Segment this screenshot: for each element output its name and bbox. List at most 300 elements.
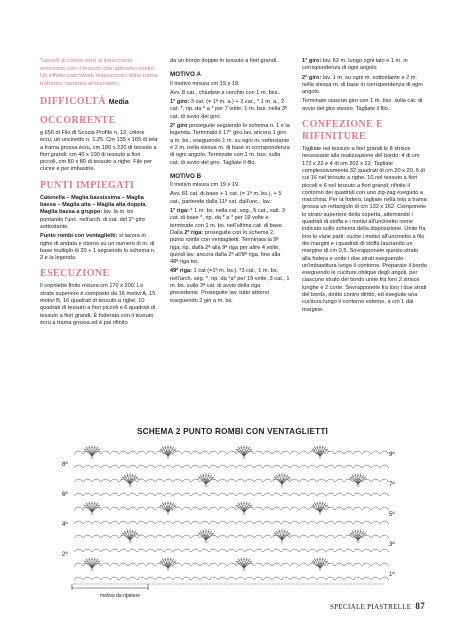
chain-arc bbox=[146, 493, 155, 496]
stitch-node bbox=[319, 513, 321, 515]
chain-arc bbox=[137, 479, 146, 482]
chain-arc bbox=[227, 535, 236, 538]
chain-arc bbox=[317, 577, 326, 580]
chain-arc bbox=[326, 507, 335, 510]
chain-arc bbox=[263, 451, 272, 454]
chain-arc bbox=[335, 535, 344, 538]
difficulty-label: DIFFICOLTÀ bbox=[40, 96, 106, 107]
chain-arc bbox=[380, 507, 389, 510]
motivo-a-size: Il motivo misura cm 19 x 19. bbox=[170, 80, 240, 87]
chain-arc bbox=[353, 577, 362, 580]
chain-arc bbox=[299, 577, 308, 580]
stitch-node bbox=[205, 485, 207, 487]
chain-arc bbox=[191, 451, 200, 454]
stitch-node bbox=[281, 485, 283, 487]
chain-arc bbox=[245, 465, 254, 468]
chain-arc bbox=[164, 465, 173, 468]
chain-arc bbox=[182, 577, 191, 580]
chain-arc bbox=[362, 493, 371, 496]
chain-arc bbox=[119, 549, 128, 552]
chain-arc bbox=[281, 451, 290, 454]
chain-arc bbox=[191, 535, 200, 538]
chain-arc bbox=[299, 465, 308, 468]
chain-arc bbox=[245, 493, 254, 496]
chain-arc bbox=[335, 521, 344, 524]
chain-arc bbox=[299, 521, 308, 524]
chain-arc bbox=[74, 507, 83, 510]
chain-arc bbox=[146, 465, 155, 468]
round-1-text: 3 cat. (= 1ª m. a.) + 2 cat., * 1 m. a., 2 cat. *, rip. da * a * per 7 volte, 1 m. bss. nella 3ª cat. di avvio del giro. bbox=[170, 99, 288, 120]
chain-arc bbox=[308, 507, 317, 510]
chain-arc bbox=[236, 465, 245, 468]
chain-arc bbox=[308, 479, 317, 482]
punti-text-2: lav. la m. bs puntando l'unc. nell'arch. di cat. del 2° giro sottostante. bbox=[40, 209, 145, 230]
chain-arc bbox=[227, 563, 236, 566]
chain-arc bbox=[173, 479, 182, 482]
chain-arc bbox=[191, 549, 200, 552]
column-1 bbox=[40, 58, 158, 329]
row-label-3: 3ª bbox=[389, 542, 395, 548]
row-label-7: 7ª bbox=[389, 482, 395, 488]
chain-arc bbox=[83, 521, 92, 524]
chain-arc bbox=[371, 465, 380, 468]
chain-arc bbox=[74, 479, 83, 482]
chain-arc bbox=[326, 493, 335, 496]
chain-arc bbox=[209, 549, 218, 552]
chain-arc bbox=[92, 549, 101, 552]
chain-arc bbox=[119, 535, 128, 538]
chain-arc bbox=[137, 451, 146, 454]
chain-arc bbox=[344, 465, 353, 468]
chain-arc bbox=[191, 479, 200, 482]
stitch-node bbox=[167, 457, 169, 459]
chain-arc bbox=[254, 465, 263, 468]
chain-arc bbox=[254, 507, 263, 510]
chain-arc bbox=[272, 549, 281, 552]
chain-arc bbox=[209, 577, 218, 580]
chain-arc bbox=[182, 549, 191, 552]
chain-arc bbox=[182, 507, 191, 510]
row-label-2: 2ª bbox=[62, 552, 68, 558]
chain-arc bbox=[164, 577, 173, 580]
chain-arc bbox=[272, 521, 281, 524]
stitch-node bbox=[243, 513, 245, 515]
chain-arc bbox=[155, 465, 164, 468]
chain-arc bbox=[380, 479, 389, 482]
chain-arc bbox=[326, 535, 335, 538]
chain-arc bbox=[101, 535, 110, 538]
chain-arc bbox=[263, 493, 272, 496]
chain-arc bbox=[263, 465, 272, 468]
chain-arc bbox=[227, 465, 236, 468]
chain-arc bbox=[155, 493, 164, 496]
chain-arc bbox=[83, 535, 92, 538]
stitch-node bbox=[357, 485, 359, 487]
stitch-node bbox=[281, 541, 283, 543]
punti-rombi bbox=[40, 233, 158, 262]
chain-arc bbox=[128, 521, 137, 524]
chain-arc bbox=[164, 535, 173, 538]
chain-arc bbox=[308, 577, 317, 580]
chain-arc bbox=[299, 479, 308, 482]
chain-arc bbox=[155, 479, 164, 482]
chain-arc bbox=[101, 479, 110, 482]
motivo-b-row-49 bbox=[170, 268, 290, 304]
stitch-node bbox=[319, 569, 321, 571]
chain-arc bbox=[236, 549, 245, 552]
chain-arc bbox=[218, 451, 227, 454]
chain-arc bbox=[326, 521, 335, 524]
chain-arc bbox=[209, 493, 218, 496]
chain-arc bbox=[308, 465, 317, 468]
chain-arc bbox=[92, 493, 101, 496]
chain-arc bbox=[227, 521, 236, 524]
chain-arc bbox=[263, 549, 272, 552]
chain-arc bbox=[83, 493, 92, 496]
chain-arc bbox=[335, 549, 344, 552]
chain-arc bbox=[335, 563, 344, 566]
chain-arc bbox=[137, 577, 146, 580]
chain-arc bbox=[146, 563, 155, 566]
chain-arc bbox=[335, 479, 344, 482]
chain-arc bbox=[110, 479, 119, 482]
chain-arc bbox=[353, 521, 362, 524]
chain-arc bbox=[299, 507, 308, 510]
chain-arc bbox=[254, 451, 263, 454]
chain-arc bbox=[182, 535, 191, 538]
chain-arc bbox=[326, 465, 335, 468]
column-2 bbox=[170, 58, 290, 307]
crochet-chart bbox=[60, 440, 405, 600]
chain-arc bbox=[74, 563, 83, 566]
chain-arc bbox=[353, 493, 362, 496]
chain-arc bbox=[236, 493, 245, 496]
chain-arc bbox=[263, 563, 272, 566]
intro-text: Tasselli di colore ecrù si intrecciano armoniosi con il tessuto che abbiamo scelto. Un effetto patchwork impreziosito dalla trama traforata, lavorata all'uncinetto. bbox=[40, 58, 158, 87]
border-round-2-text: lav. 1 m. su ogni m. sottostante e 2 m. nella stessa m. di base in corrispondenza di ogni angolo. bbox=[302, 74, 423, 96]
chain-arc bbox=[191, 577, 200, 580]
round-1-label: 1° giro: bbox=[170, 99, 190, 106]
chain-arc bbox=[290, 465, 299, 468]
chain-arc bbox=[101, 465, 110, 468]
motivo-b-heading: MOTIVO B bbox=[170, 172, 202, 180]
border-round-1 bbox=[302, 58, 428, 73]
motivo-a-heading: MOTIVO A bbox=[170, 71, 201, 79]
confezione-text: Tagliate nel tessuto a fiori grandi le 8 strisce necessarie alla realizzazione del bordo: 4 di cm 172 x 22 e 4 di cm 202 x 22. Tagliate complessivamente 32 quadrati di cm 20 x 20, 6 di cui 16 nel tessuto a righe, 10 nel tessuto a fiori piccoli e 6 nel tessuto a fiori grandi; rifinite il contorno dei quadrati con uno zig-zag eseguito a macchina. Per la fodera, tagliate nella tela a trama grossa un rettangolo di cm 132 x 162. Componete lo strato superiore della coperta, alternando i quadrati di stoffa e i motivi all'uncinetto come indicato sullo schema della disposizione. Unite fra loro le varie parti: cucite i motivi all'uncinetto a filo dei margini e i quadrati di stoffa lasciando un margine di cm 0,5. Sovrapponete questo strato alla fodera e unite i due strati eseguendo un'imbastitura lungo il contorno. Preparate il bordo eseguendo le cuciture oblique degli angoli, per ciascuno strato del bordo unite fra loro 2 strisce lunghe e 2 corte. Sovrapponete fra loro i due strati del bordo, diritto contro diritto, ed eseguite una cucitura lungo il contorno esterno, a cm 1 dal margine. bbox=[302, 146, 427, 313]
chain-arc bbox=[155, 577, 164, 580]
chain-arc bbox=[173, 451, 182, 454]
chain-arc bbox=[128, 549, 137, 552]
chain-arc bbox=[128, 465, 137, 468]
motivo-a-round-1 bbox=[170, 99, 290, 121]
stitch-node bbox=[205, 541, 207, 543]
chain-arc bbox=[317, 465, 326, 468]
chain-arc bbox=[119, 479, 128, 482]
chain-arc bbox=[182, 479, 191, 482]
chain-arc bbox=[200, 563, 209, 566]
difficulty-value: Media bbox=[108, 99, 129, 106]
chain-arc bbox=[344, 535, 353, 538]
chain-arc bbox=[344, 451, 353, 454]
chain-arc bbox=[308, 521, 317, 524]
chain-arc bbox=[191, 507, 200, 510]
chain-arc bbox=[74, 451, 83, 454]
chain-arc bbox=[317, 479, 326, 482]
esecuzione-text: Il copriletto finito misura cm 170 x 200. Lo strato superiore è composto da 16 motivi A, 15 motivi B, 16 quadrati di tessuto a righe, 10 quadrati di tessuto a fiori piccoli e 6 quadrati di tessuto a fiori grandi. È foderata con il tessuto ècru a trama grossa ed è poi rifinito bbox=[40, 283, 156, 326]
chain-arc bbox=[137, 549, 146, 552]
chain-arc bbox=[182, 563, 191, 566]
row-label-9: 9ª bbox=[389, 452, 395, 458]
border-round-2-label: 2° giro: bbox=[302, 74, 322, 81]
chain-arc bbox=[272, 465, 281, 468]
chain-arc bbox=[344, 577, 353, 580]
chain-arc bbox=[371, 479, 380, 482]
motivo-b-size: Il motivo misura cm 19 x 19. bbox=[170, 182, 240, 189]
chain-arc bbox=[119, 507, 128, 510]
occorrente-heading: OCCORRENTE bbox=[40, 115, 116, 126]
chain-arc bbox=[380, 521, 389, 524]
chain-arc bbox=[164, 479, 173, 482]
chain-arc bbox=[290, 577, 299, 580]
chain-arc bbox=[344, 507, 353, 510]
chain-arc bbox=[272, 493, 281, 496]
chain-arc bbox=[281, 493, 290, 496]
chain-arc bbox=[317, 521, 326, 524]
difficulty-heading bbox=[40, 96, 158, 109]
chain-arc bbox=[299, 563, 308, 566]
chain-arc bbox=[353, 549, 362, 552]
chain-arc bbox=[137, 507, 146, 510]
round-2-text: proseguite seguendo lo schema n. 1 e la legenda. Terminato il 17° giro lav. ancora 1 giro a m. bs., eseguendo 1 m. su ogni m. sottostante e 2 m. nella stessa m. di base in corrispondenza di ogni angolo. Terminate con 1 m. bss. sulla cat. di avvio del giro. Tagliate il filo. bbox=[170, 123, 290, 166]
chain-arc bbox=[272, 577, 281, 580]
chain-arc bbox=[362, 465, 371, 468]
chain-arc bbox=[101, 507, 110, 510]
column-3 bbox=[302, 58, 428, 316]
chain-arc bbox=[263, 521, 272, 524]
chain-arc bbox=[308, 535, 317, 538]
chain-arc bbox=[272, 507, 281, 510]
chain-arc bbox=[380, 577, 389, 580]
chain-arc bbox=[263, 535, 272, 538]
chain-arc bbox=[344, 493, 353, 496]
chain-arc bbox=[173, 465, 182, 468]
chain-arc bbox=[110, 465, 119, 468]
chain-arc bbox=[92, 479, 101, 482]
row-label-8: 8ª bbox=[62, 462, 68, 468]
row-2-label: 2ª riga: bbox=[184, 229, 204, 236]
row-49-label: 49ª riga: bbox=[170, 268, 192, 275]
chain-arc bbox=[110, 521, 119, 524]
chain-arc bbox=[110, 507, 119, 510]
chain-arc bbox=[146, 521, 155, 524]
chain-arc bbox=[245, 479, 254, 482]
chain-arc bbox=[371, 535, 380, 538]
chain-arc bbox=[344, 563, 353, 566]
chain-arc bbox=[335, 577, 344, 580]
punti-text-3: si lavora in righe di andata e ritorno su un numero di m. di base multiplo di 20 + 1 seguendo lo schema n. 2 e la legenda. bbox=[40, 233, 156, 262]
chain-arc bbox=[200, 465, 209, 468]
chain-arc bbox=[371, 507, 380, 510]
stitch-node bbox=[129, 541, 131, 543]
chain-arc bbox=[200, 549, 209, 552]
chain-arc bbox=[191, 493, 200, 496]
chain-arc bbox=[83, 577, 92, 580]
chain-arc bbox=[83, 479, 92, 482]
motivo-a-round-2 bbox=[170, 123, 290, 167]
chain-arc bbox=[272, 563, 281, 566]
chain-arc bbox=[191, 465, 200, 468]
chain-arc bbox=[299, 535, 308, 538]
chain-arc bbox=[146, 451, 155, 454]
chain-arc bbox=[137, 521, 146, 524]
chain-arc bbox=[83, 549, 92, 552]
chain-arc bbox=[209, 451, 218, 454]
chain-arc bbox=[362, 451, 371, 454]
chain-arc bbox=[245, 521, 254, 524]
confezione-heading: CONFEZIONE E RIFINITURE bbox=[302, 119, 384, 143]
chain-arc bbox=[371, 577, 380, 580]
chain-arc bbox=[335, 465, 344, 468]
chain-arc bbox=[236, 577, 245, 580]
chain-arc bbox=[317, 535, 326, 538]
chain-arc bbox=[254, 549, 263, 552]
page-number: 87 bbox=[415, 601, 425, 611]
chain-arc bbox=[245, 549, 254, 552]
chain-arc bbox=[353, 465, 362, 468]
chain-arc bbox=[308, 563, 317, 566]
chain-arc bbox=[362, 549, 371, 552]
chain-arc bbox=[173, 563, 182, 566]
chain-arc bbox=[173, 521, 182, 524]
chain-arc bbox=[335, 451, 344, 454]
chain-arc bbox=[245, 577, 254, 580]
chain-arc bbox=[254, 577, 263, 580]
chain-arc bbox=[218, 479, 227, 482]
row-label-4: 4ª bbox=[62, 522, 68, 528]
chain-arc bbox=[299, 451, 308, 454]
chain-arc bbox=[146, 577, 155, 580]
chain-arc bbox=[362, 521, 371, 524]
chain-arc bbox=[290, 507, 299, 510]
chain-arc bbox=[92, 521, 101, 524]
chain-arc bbox=[209, 507, 218, 510]
punti-heading: PUNTI IMPIEGATI bbox=[40, 179, 135, 191]
chain-arc bbox=[92, 535, 101, 538]
chain-arc bbox=[200, 521, 209, 524]
chain-arc bbox=[227, 507, 236, 510]
chain-arc bbox=[83, 465, 92, 468]
row-label-1: 1ª bbox=[389, 572, 395, 578]
chain-arc bbox=[281, 507, 290, 510]
esecuzione-heading: ESECUZIONE bbox=[40, 268, 110, 280]
chain-arc bbox=[227, 479, 236, 482]
chain-arc bbox=[119, 521, 128, 524]
chain-arc bbox=[371, 549, 380, 552]
chain-arc bbox=[371, 521, 380, 524]
chain-arc bbox=[335, 507, 344, 510]
chain-arc bbox=[164, 493, 173, 496]
chain-arc bbox=[326, 563, 335, 566]
chain-arc bbox=[362, 507, 371, 510]
border-end: Terminate ciascun giro con 1 m. bss. sulla cat. di avvio del giro stesso. Tagliate il filo. bbox=[302, 98, 423, 112]
chain-arc bbox=[218, 465, 227, 468]
chain-arc bbox=[344, 521, 353, 524]
punti-bold-3: Punto rombi con ventaglietti: bbox=[40, 233, 118, 240]
chain-arc bbox=[128, 451, 137, 454]
chain-arc bbox=[209, 479, 218, 482]
row-1-label: 1ª riga: bbox=[170, 208, 189, 215]
stitch-node bbox=[319, 457, 321, 459]
chain-arc bbox=[155, 535, 164, 538]
chain-arc bbox=[353, 563, 362, 566]
chain-arc bbox=[110, 549, 119, 552]
chain-arc bbox=[290, 451, 299, 454]
chain-arc bbox=[380, 549, 389, 552]
chain-arc bbox=[119, 465, 128, 468]
punti-list bbox=[40, 195, 158, 231]
stitch-node bbox=[357, 541, 359, 543]
chain-arc bbox=[218, 493, 227, 496]
chain-arc bbox=[218, 549, 227, 552]
chain-arc bbox=[200, 577, 209, 580]
chain-arc bbox=[326, 549, 335, 552]
chain-arc bbox=[371, 493, 380, 496]
stitch-node bbox=[167, 513, 169, 515]
page-footer bbox=[330, 601, 425, 611]
chain-arc bbox=[137, 563, 146, 566]
chain-arc bbox=[164, 521, 173, 524]
chain-arc bbox=[74, 549, 83, 552]
row-49-text: 1 cat (=1ª m. bs.), *3 cat., 1 m. bs. nell'arch. seg. *, rip. da *a* per 19 volte, 3 cat., 1 m. bs. sulla 3ª cat. di avvio della riga precedente. Proseguite lav. tutto attorno eseguendo 2 giri a m. bs. bbox=[170, 268, 290, 304]
chain-arc bbox=[128, 507, 137, 510]
chain-arc bbox=[299, 493, 308, 496]
chain-arc bbox=[254, 563, 263, 566]
chain-arc bbox=[227, 451, 236, 454]
border-round-1-text: lav. 62 m. lungo ogni lato e 1 m. in corrispondenza di ogni angolo bbox=[302, 58, 408, 72]
chain-arc bbox=[281, 521, 290, 524]
chain-arc bbox=[101, 549, 110, 552]
chain-arc bbox=[92, 577, 101, 580]
chain-arc bbox=[362, 577, 371, 580]
chain-arc bbox=[335, 493, 344, 496]
chain-arc bbox=[218, 535, 227, 538]
row-1-text: * 1 m. bs. nella cat. seg., 5 cat., salt. 3 cat. di base *, rip. da * a * per 19 volte e terminate con 1 m. bs. nell'ultima cat. di base. Dalla bbox=[170, 208, 285, 236]
chain-arc bbox=[191, 521, 200, 524]
chain-arc bbox=[74, 521, 83, 524]
chain-arc bbox=[236, 535, 245, 538]
magazine-section: SPECIALE PIASTRELLE bbox=[330, 603, 412, 611]
chain-arc bbox=[371, 451, 380, 454]
motivo-b-row-1 bbox=[170, 208, 290, 266]
chain-arc bbox=[245, 535, 254, 538]
chain-arc bbox=[74, 465, 83, 468]
stitch-node bbox=[91, 569, 93, 571]
chain-arc bbox=[182, 451, 191, 454]
chain-arc bbox=[308, 451, 317, 454]
stitch-node bbox=[129, 485, 131, 487]
chain-arc bbox=[119, 451, 128, 454]
chain-arc bbox=[299, 549, 308, 552]
chain-arc bbox=[146, 479, 155, 482]
border-round-2 bbox=[302, 75, 428, 97]
chain-arc bbox=[110, 451, 119, 454]
chain-arc bbox=[290, 535, 299, 538]
occorrente-text: g 650 di Filo di Scozia Profilo n. 12, colore ècru; un uncinetto n. 1.25. Cm 135 x 165 di tela a trama grossa ècru, cm 180 x 220 di tessuto a fiori grandi, cm 40 x 100 di tessuto a fiori piccoli, cm 80 x 80 di tessuto a righe. Filo per cucire e per imbastire. bbox=[40, 130, 158, 173]
chain-arc bbox=[173, 535, 182, 538]
chain-arc bbox=[353, 451, 362, 454]
chain-arc bbox=[308, 493, 317, 496]
chain-arc bbox=[74, 577, 83, 580]
